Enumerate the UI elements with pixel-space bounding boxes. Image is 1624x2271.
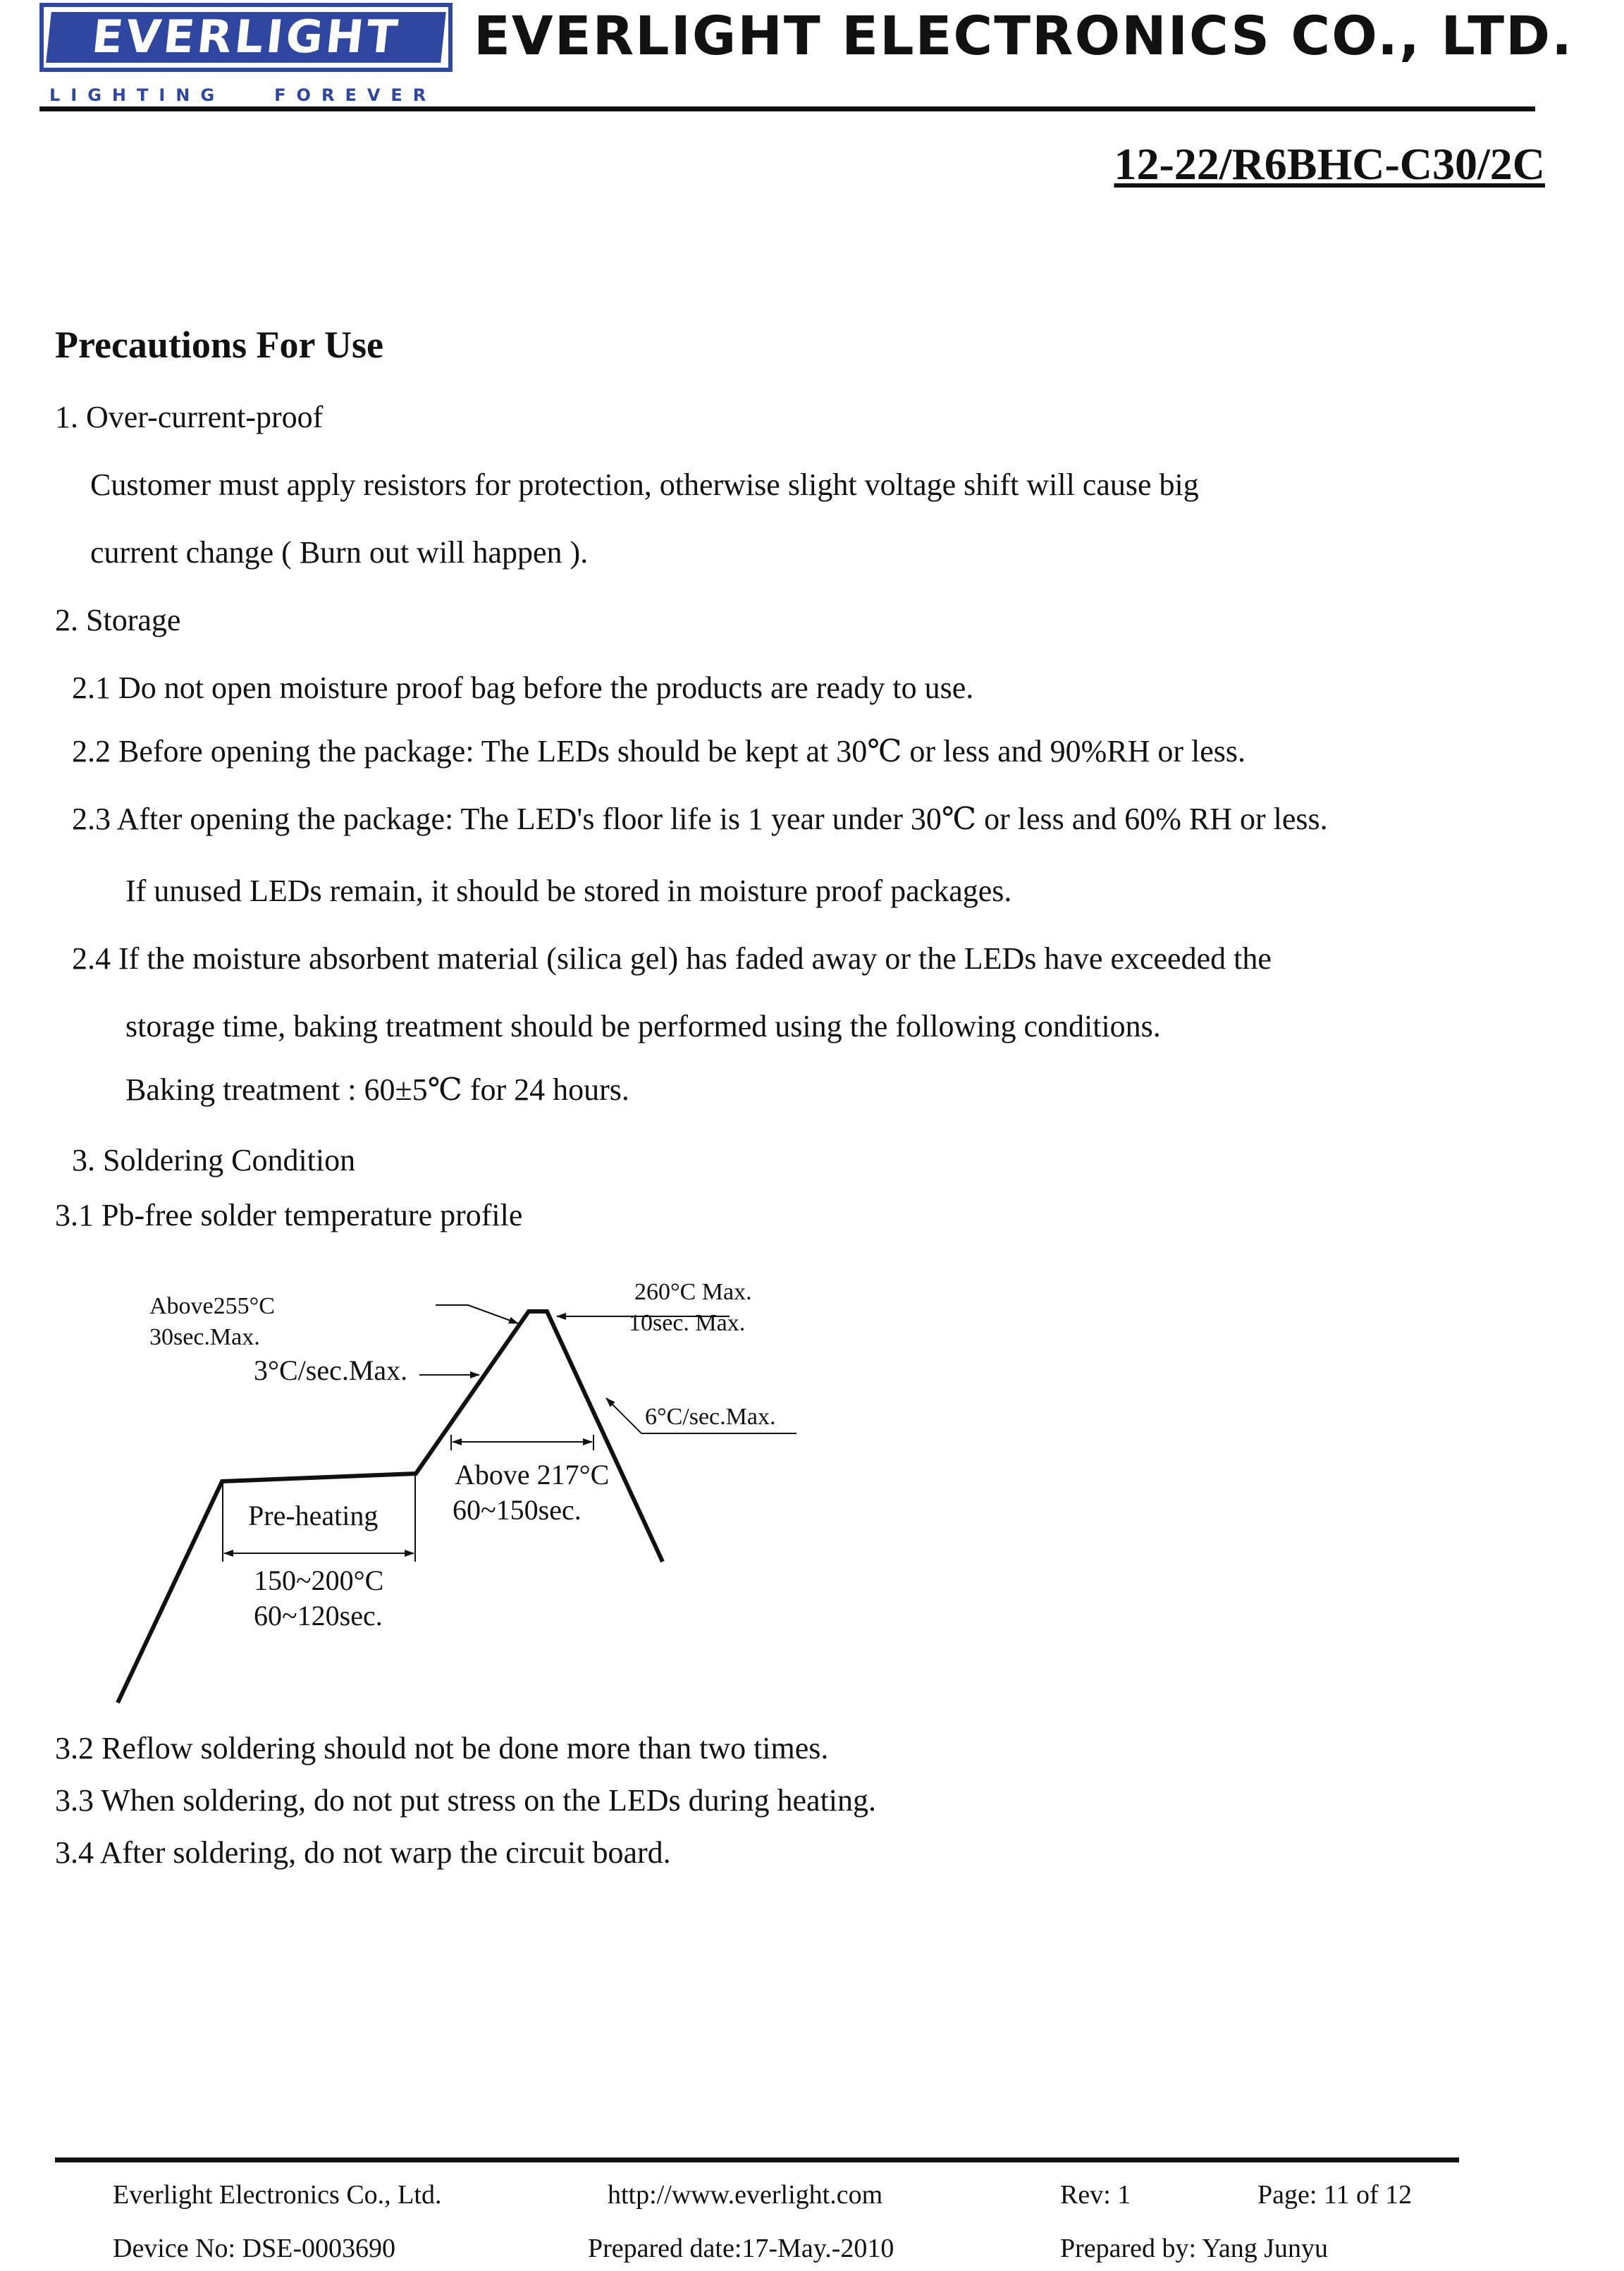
logo-text: EVERLIGHT <box>46 12 446 63</box>
section-title: Precautions For Use <box>55 324 383 366</box>
label-peak-temp: 260°C Max. <box>634 1279 752 1305</box>
company-name: EVERLIGHT ELECTRONICS CO., LTD. <box>474 4 1573 67</box>
label-peak-time: 10sec. Max. <box>629 1310 746 1336</box>
header-rule <box>39 106 1535 111</box>
s1-line-1: Customer must apply resistors for protection, otherwise slight voltage shift will cause big <box>90 467 1199 502</box>
footer-device-no: Device No: DSE-0003690 <box>113 2234 396 2263</box>
logo-tagline: LIGHTING FOREVER <box>49 85 437 105</box>
s2-4-line-3: Baking treatment : 60±5℃ for 24 hours. <box>125 1072 629 1107</box>
label-preheat: Pre-heating <box>248 1500 379 1531</box>
s1-heading: 1. Over-current-proof <box>55 400 324 434</box>
s2-1: 2.1 Do not open moisture proof bag before the products are ready to use. <box>72 671 974 705</box>
footer-page: Page: 11 of 12 <box>1257 2180 1413 2210</box>
s2-heading: 2. Storage <box>55 603 181 637</box>
s1-line-2: current change ( Burn out will happen ). <box>90 535 589 570</box>
part-number: 12-22/R6BHC-C30/2C <box>1114 139 1545 189</box>
label-ramp-down: 6°C/sec.Max. <box>645 1404 776 1430</box>
footer-rev: Rev: 1 <box>1060 2180 1131 2210</box>
s3-3: 3.3 When soldering, do not put stress on the LEDs during heating. <box>55 1783 877 1818</box>
footer-company: Everlight Electronics Co., Ltd. <box>113 2180 442 2210</box>
s3-heading: 3. Soldering Condition <box>72 1143 356 1177</box>
s3-4: 3.4 After soldering, do not warp the circuit board. <box>55 1835 671 1870</box>
s2-3-line-2: If unused LEDs remain, it should be stored in moisture proof packages. <box>125 874 1012 908</box>
s2-3-line-1: 2.3 After opening the package: The LED's floor life is 1 year under 30℃ or less and 60% RH or less. <box>72 802 1328 836</box>
footer-rule <box>55 2157 1459 2162</box>
s3-2: 3.2 Reflow soldering should not be done more than two times. <box>55 1731 829 1765</box>
label-above255-time: 30sec.Max. <box>149 1324 260 1350</box>
label-preheat-time: 60~120sec. <box>254 1600 383 1632</box>
footer-prepared-by: Prepared by: Yang Junyu <box>1060 2234 1328 2263</box>
footer-prepared-date: Prepared date:17-May.-2010 <box>588 2234 894 2263</box>
s2-2: 2.2 Before opening the package: The LEDs should be kept at 30℃ or less and 90%RH or less. <box>72 734 1246 769</box>
s2-4-line-1: 2.4 If the moisture absorbent material (silica gel) has faded away or the LEDs have exceeded the <box>72 941 1272 976</box>
label-above217-time: 60~150sec. <box>453 1494 582 1526</box>
label-above255: Above255°C <box>149 1293 275 1319</box>
label-ramp-up: 3°C/sec.Max. <box>254 1354 408 1386</box>
footer-url[interactable]: http://www.everlight.com <box>608 2180 883 2210</box>
solder-profile-diagram <box>99 1266 811 1724</box>
arrow-ramp-down <box>606 1398 641 1433</box>
s2-4-line-2: storage time, baking treatment should be performed using the following conditions. <box>125 1009 1161 1043</box>
everlight-logo <box>39 3 453 72</box>
arrow-above255 <box>468 1305 518 1323</box>
label-above217: Above 217°C <box>455 1459 610 1490</box>
s3-1: 3.1 Pb-free solder temperature profile <box>55 1198 523 1232</box>
label-preheat-temp: 150~200°C <box>254 1565 384 1596</box>
